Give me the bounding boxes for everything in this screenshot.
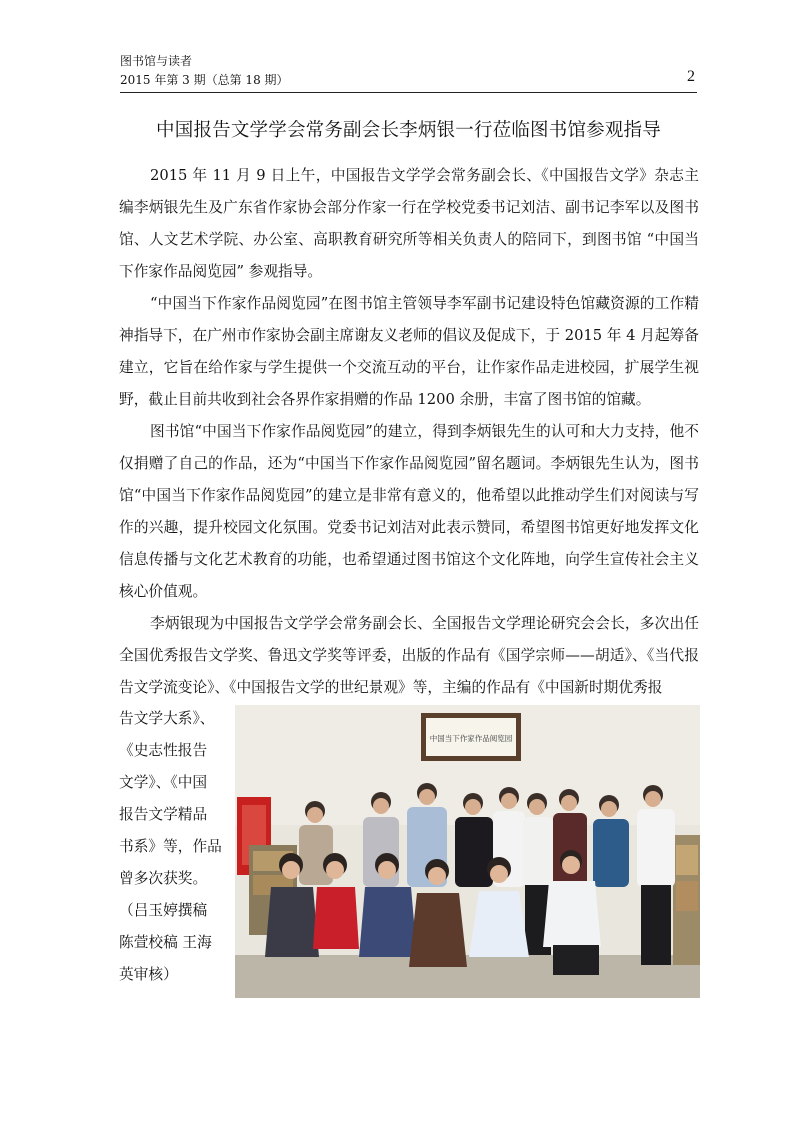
page-header xyxy=(120,52,697,92)
group-photo xyxy=(235,705,700,998)
photo-side-text xyxy=(119,703,223,991)
article-title: 中国报告文学学会常务副会长李炳银一行莅临图书馆参观指导 xyxy=(156,120,661,142)
side-line: 报告文学精品 xyxy=(119,806,208,823)
plaque-text: 中国当下作家作品阅览园 xyxy=(429,734,513,743)
issue-info: 2015 年第 3 期（总第 18 期） xyxy=(120,73,289,87)
side-line: 告文学大系》、 xyxy=(119,710,215,727)
journal-name: 图书馆与读者 xyxy=(120,54,193,68)
side-line: 陈萱校稿 王海 xyxy=(119,934,212,951)
side-line: 曾多次获奖。 xyxy=(119,870,208,887)
page-number: 2 xyxy=(687,68,695,85)
paragraph: 李炳银现为中国报告文学学会常务副会长、全国报告文学理论研究会会长，多次出任全国优秀报告文学奖、鲁迅文学奖等评委，出版的作品有《国学宗师——胡适》、《当代报告文学流变论》、《中国报告文学的世纪景观》等，主编的作品有《中国新时期优秀报 xyxy=(119,615,699,696)
article-body xyxy=(119,160,699,704)
paragraph: 图书馆“中国当下作家作品阅览园”的建立，得到李炳银先生的认可和大力支持，他不仅捐赠了自己的作品，还为“中国当下作家作品阅览园”留名题词。李炳银先生认为，图书馆“中国当下作家作品阅览园”的建立是非常有意义的，他希望以此推动学生们对阅读与写作的兴趣，提升校园文化氛围。党委书记刘洁对此表示赞同，希望图书馆更好地发挥文化信息传播与文化艺术教育的功能，也希望通过图书馆这个文化阵地，向学生宣传社会主义核心价值观。 xyxy=(119,423,699,600)
side-line: （吕玉婷撰稿 xyxy=(119,902,208,919)
paragraph: 2015 年 11 月 9 日上午，中国报告文学学会常务副会长、《中国报告文学》杂志主编李炳银先生及广东省作家协会部分作家一行在学校党委书记刘洁、副书记李军以及图书馆、人文艺术学院、办公室、高职教育研究所等相关负责人的陪同下，到图书馆 “中国当下作家作品阅览园” 参观指导。 xyxy=(119,167,699,280)
group-photo-illustration xyxy=(235,705,700,998)
side-line: 书系》等，作品 xyxy=(119,838,222,855)
side-line: 《史志性报告 xyxy=(119,742,208,759)
side-line: 文学》、《中国 xyxy=(119,774,208,791)
paragraph: “中国当下作家作品阅览园”在图书馆主管领导李军副书记建设特色馆藏资源的工作精神指导下，在广州市作家协会副主席谢友义老师的倡议及促成下，于 2015 年 4 月起筹备建立，它旨在给作家与学生提供一个交流互动的平台，让作家作品走进校园，扩展学生视野，截止目前共收到社会各界作家捐赠的作品 1200 余册，丰富了图书馆的馆藏。 xyxy=(119,295,699,408)
side-line: 英审核） xyxy=(119,966,178,983)
header-divider xyxy=(120,92,697,93)
